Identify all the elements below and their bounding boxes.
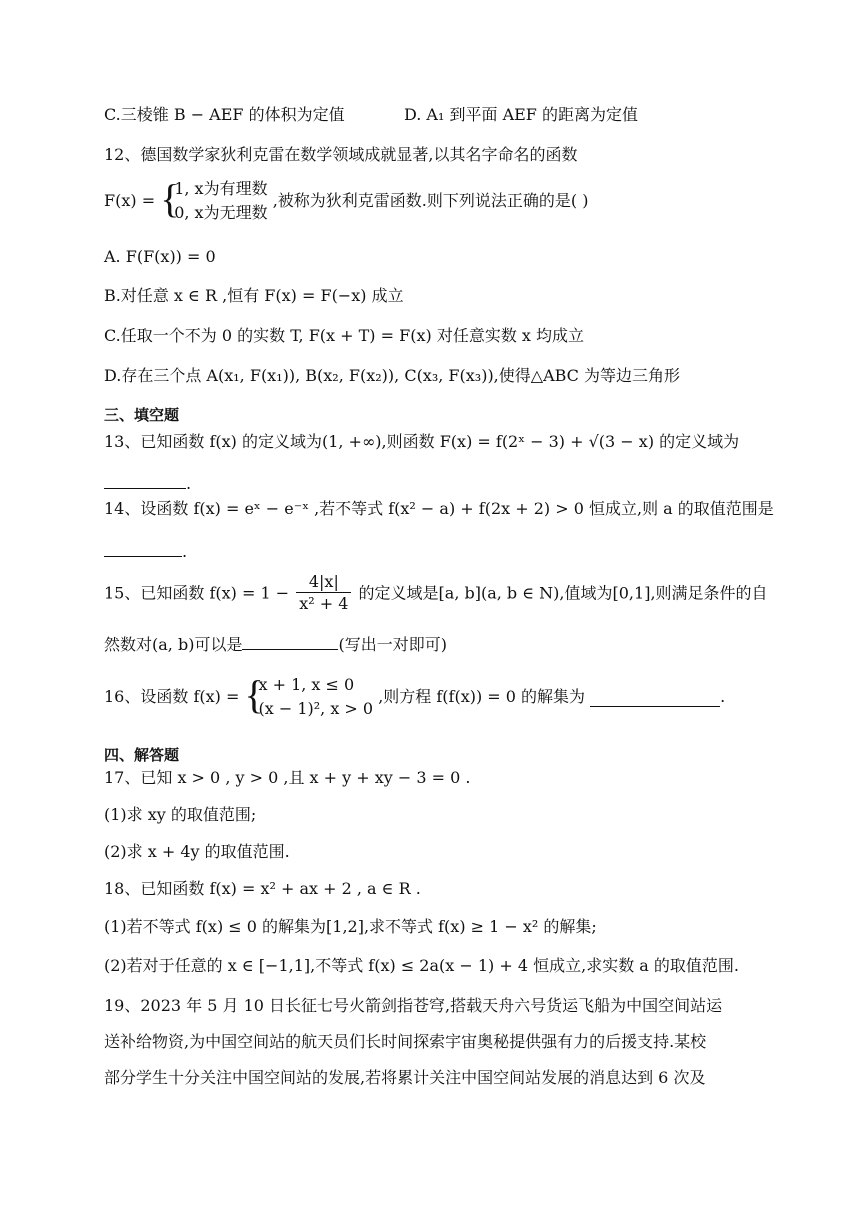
- q12-definition: [104, 177, 588, 229]
- q12-option-d: D.存在三个点 A(x₁, F(x₁)), B(x₂, F(x₂)), C(x₃, F(x₃)),使得△ABC 为等边三角形: [104, 366, 681, 385]
- q15-pre: 15、已知函数 f(x) = 1 −: [104, 583, 290, 603]
- q11-option-c: C.三棱锥 B − AEF 的体积为定值: [104, 105, 345, 124]
- q19-line-2: 送补给物资,为中国空间站的航天员们长时间探索宇宙奥秘提供强有力的后援支持.某校: [104, 1032, 707, 1051]
- q15-answer-line: [104, 631, 447, 657]
- q17-part-2: (2)求 x + 4y 的取值范围.: [104, 842, 290, 861]
- q12-def-tail: ,被称为狄利克雷函数.则下列说法正确的是( ): [272, 191, 589, 210]
- q12-def-lhs: F(x) =: [104, 191, 156, 210]
- q15-answer-blank[interactable]: [242, 631, 338, 650]
- q19-line-3: 部分学生十分关注中国空间站的发展,若将累计关注中国空间站发展的消息达到 6 次及: [104, 1068, 706, 1087]
- q12-stem: 12、德国数学家狄利克雷在数学领域成就显著,以其名字命名的函数: [104, 145, 578, 164]
- q15-fraction: [296, 572, 351, 615]
- q16-period: .: [720, 687, 726, 706]
- q16-text: [104, 673, 725, 725]
- q14-text: 14、设函数 f(x) = eˣ − e⁻ˣ ,若不等式 f(x² − a) + f(2x + 2) > 0 恒成立,则 a 的取值范围是: [104, 499, 774, 518]
- q13-text: 13、已知函数 f(x) 的定义域为(1, +∞),则函数 F(x) = f(2ˣ − 3) + √(3 − x) 的定义域为: [104, 432, 740, 451]
- q13-answer-blank[interactable]: [104, 470, 186, 489]
- q16-case-2: (x − 1)², x > 0: [258, 699, 374, 718]
- section-fill-in-heading: 三、填空题: [104, 406, 180, 424]
- q14-answer-blank[interactable]: [104, 538, 182, 557]
- q13-period: .: [186, 474, 192, 493]
- q15-text: [104, 572, 768, 616]
- q16-case-1: x + 1, x ≤ 0: [258, 675, 355, 694]
- q15-line2-post: (写出一对即可): [338, 635, 447, 654]
- q12-piecewise: [160, 177, 267, 225]
- left-brace-icon: {: [244, 672, 264, 717]
- q17-stem: 17、已知 x > 0 , y > 0 ,且 x + y + xy − 3 = 0 .: [104, 768, 471, 787]
- q14-answer-line: [104, 538, 187, 564]
- q12-option-c: C.任取一个不为 0 的实数 T, F(x + T) = F(x) 对任意实数 x 均成立: [104, 326, 585, 345]
- q15-post: 的定义域是[a, b](a, b ∈ N),值域为[0,1],则满足条件的自: [358, 583, 768, 603]
- q15-fraction-denominator: x² + 4: [299, 594, 349, 613]
- q16-answer-blank[interactable]: [590, 688, 720, 707]
- q15-line2-pre: 然数对(a, b)可以是: [104, 635, 243, 654]
- q18-part-1: (1)若不等式 f(x) ≤ 0 的解集为[1,2],求不等式 f(x) ≥ 1 − x² 的解集;: [104, 917, 597, 936]
- q17-part-1: (1)求 xy 的取值范围;: [104, 805, 257, 824]
- q12-option-a: A. F(F(x)) = 0: [104, 247, 216, 266]
- q12-case-1: 1, x为有理数: [174, 179, 268, 198]
- left-brace-icon: {: [160, 176, 180, 221]
- q16-post: ,则方程 f(f(x)) = 0 的解集为: [378, 687, 586, 706]
- q13-answer-line: [104, 470, 191, 496]
- q18-part-2: (2)若对于任意的 x ∈ [−1,1],不等式 f(x) ≤ 2a(x − 1) + 4 恒成立,求实数 a 的取值范围.: [104, 956, 740, 975]
- section-solve-heading: 四、解答题: [104, 746, 180, 764]
- q14-period: .: [182, 542, 188, 561]
- q12-option-b: B.对任意 x ∈ R ,恒有 F(x) = F(−x) 成立: [104, 286, 404, 305]
- q11-option-d: D. A₁ 到平面 AEF 的距离为定值: [404, 105, 638, 124]
- q19-line-1: 19、2023 年 5 月 10 日长征七号火箭剑指苍穹,搭载天舟六号货运飞船为中国空间站运: [104, 996, 723, 1015]
- q18-stem: 18、已知函数 f(x) = x² + ax + 2 , a ∈ R .: [104, 879, 421, 898]
- q16-piecewise: [244, 673, 373, 721]
- q12-case-2: 0, x为无理数: [174, 203, 268, 222]
- q15-fraction-numerator: 4|x|: [296, 572, 351, 593]
- q16-pre: 16、设函数 f(x) =: [104, 687, 240, 706]
